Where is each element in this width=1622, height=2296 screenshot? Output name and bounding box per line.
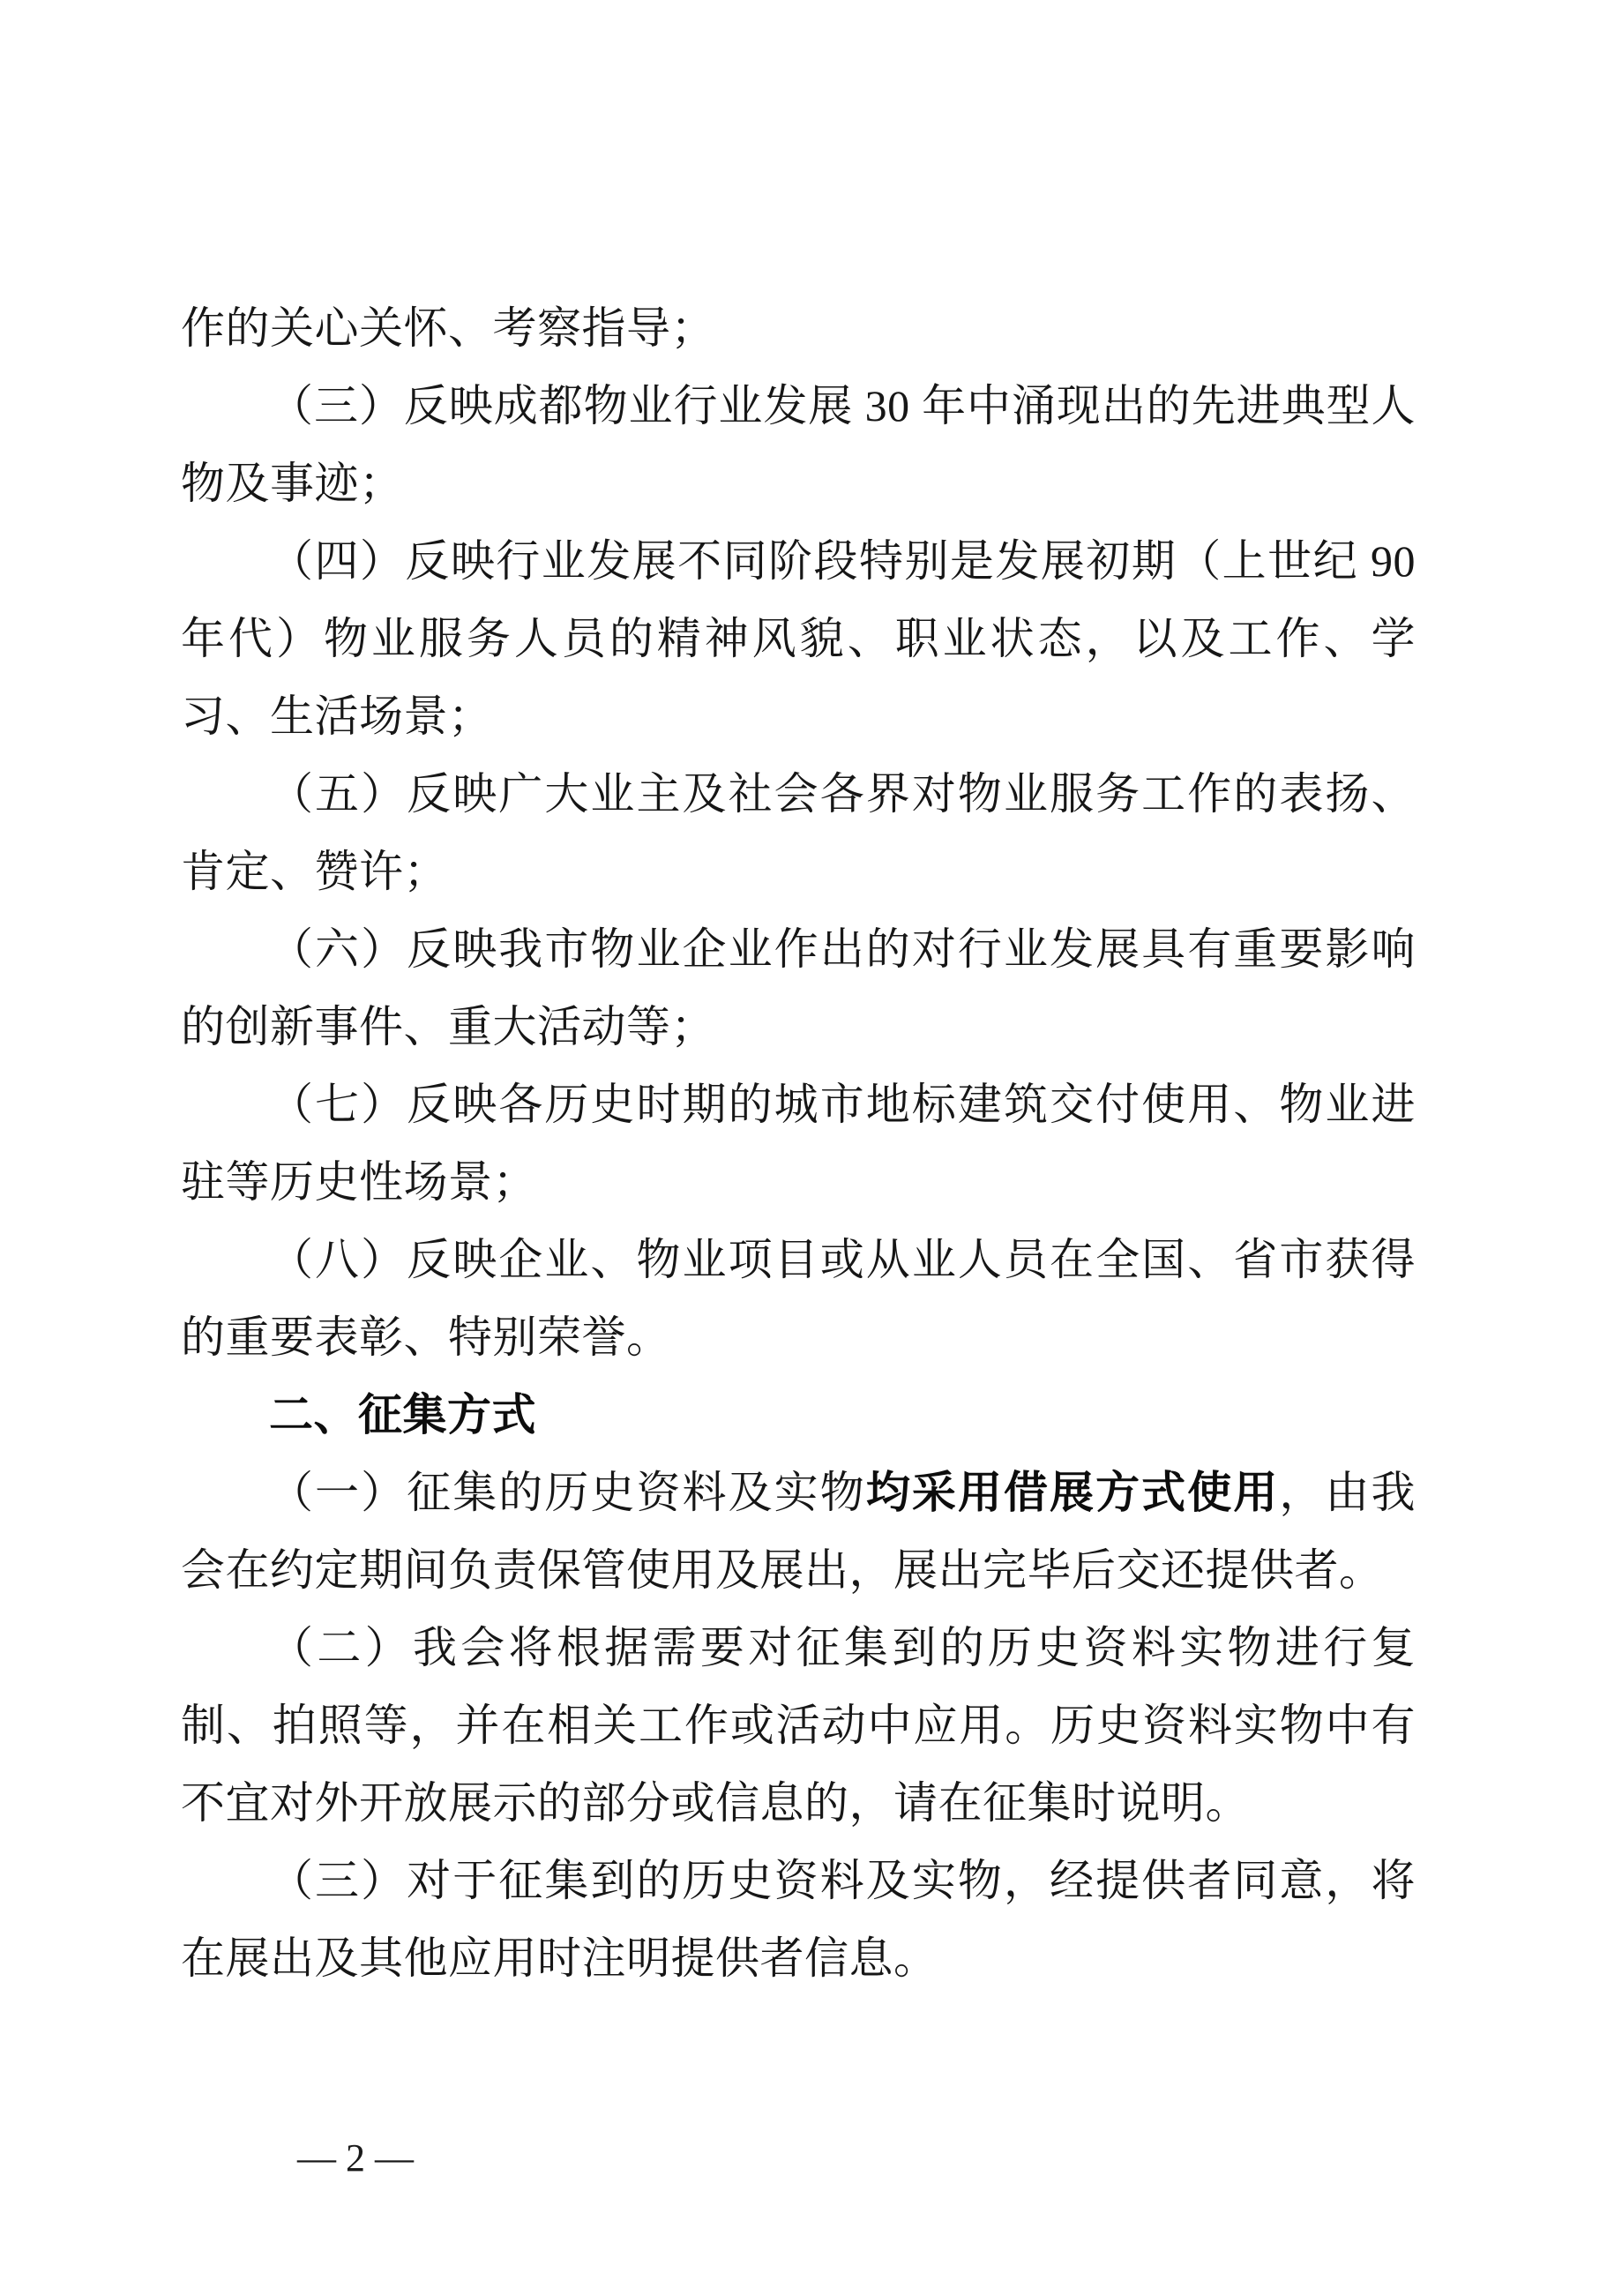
emphasis-text-run: 二、征集方式	[269, 1390, 536, 1440]
page-footer	[258, 2095, 414, 2222]
emphasis-text-run: 均采用借展方式使用	[865, 1468, 1280, 1517]
list-item-7	[181, 1066, 1416, 1221]
text-run: （二）我会将根据需要对征集到的历史资料实物进行复制、拍照等，并在相关工作或活动中应用。历史资料实物中有不宜对外开放展示的部分或信息的，请在征集时说明。	[181, 1623, 1416, 1828]
list-item-3	[181, 367, 1416, 522]
text-run: （六）反映我市物业企业作出的对行业发展具有重要影响的创新事件、重大活动等；	[181, 924, 1416, 1051]
list-item-4	[181, 522, 1416, 755]
text-run: （七）反映各历史时期的城市地标建筑交付使用、物业进驻等历史性场景；	[181, 1080, 1416, 1207]
method-item-1	[181, 1454, 1416, 1609]
list-item-8	[181, 1221, 1416, 1376]
text-run: ，由我会在约定期间负责保管使用及展出，展出完毕后交还提供者。	[181, 1468, 1416, 1595]
page-number: — 2 —	[297, 2136, 414, 2180]
text-run: （五）反映广大业主及社会各界对物业服务工作的表扬、肯定、赞许；	[181, 769, 1416, 896]
method-item-2	[181, 1609, 1416, 1842]
list-item-6	[181, 910, 1416, 1066]
text-run: （一）征集的历史资料及实物	[269, 1468, 866, 1517]
section-heading-2	[181, 1376, 1416, 1454]
text-run: （四）反映行业发展不同阶段特别是发展初期（上世纪 90 年代）物业服务人员的精神风貌、职业状态，以及工作、学习、生活场景；	[181, 536, 1416, 741]
text-run: （三）反映成都物业行业发展 30 年中涌现出的先进典型人物及事迹；	[181, 381, 1416, 508]
text-run: （八）反映企业、物业项目或从业人员在全国、省市获得的重要表彰、特别荣誉。	[181, 1235, 1416, 1362]
text-run: （三）对于征集到的历史资料及实物，经提供者同意，将在展出及其他应用时注明提供者信息。	[181, 1856, 1416, 1983]
list-item-5	[181, 755, 1416, 910]
para-continued-from-previous-page	[181, 289, 1416, 367]
text-run: 作的关心关怀、考察指导；	[181, 303, 715, 353]
document-body	[181, 289, 1416, 1997]
method-item-3	[181, 1842, 1416, 1997]
